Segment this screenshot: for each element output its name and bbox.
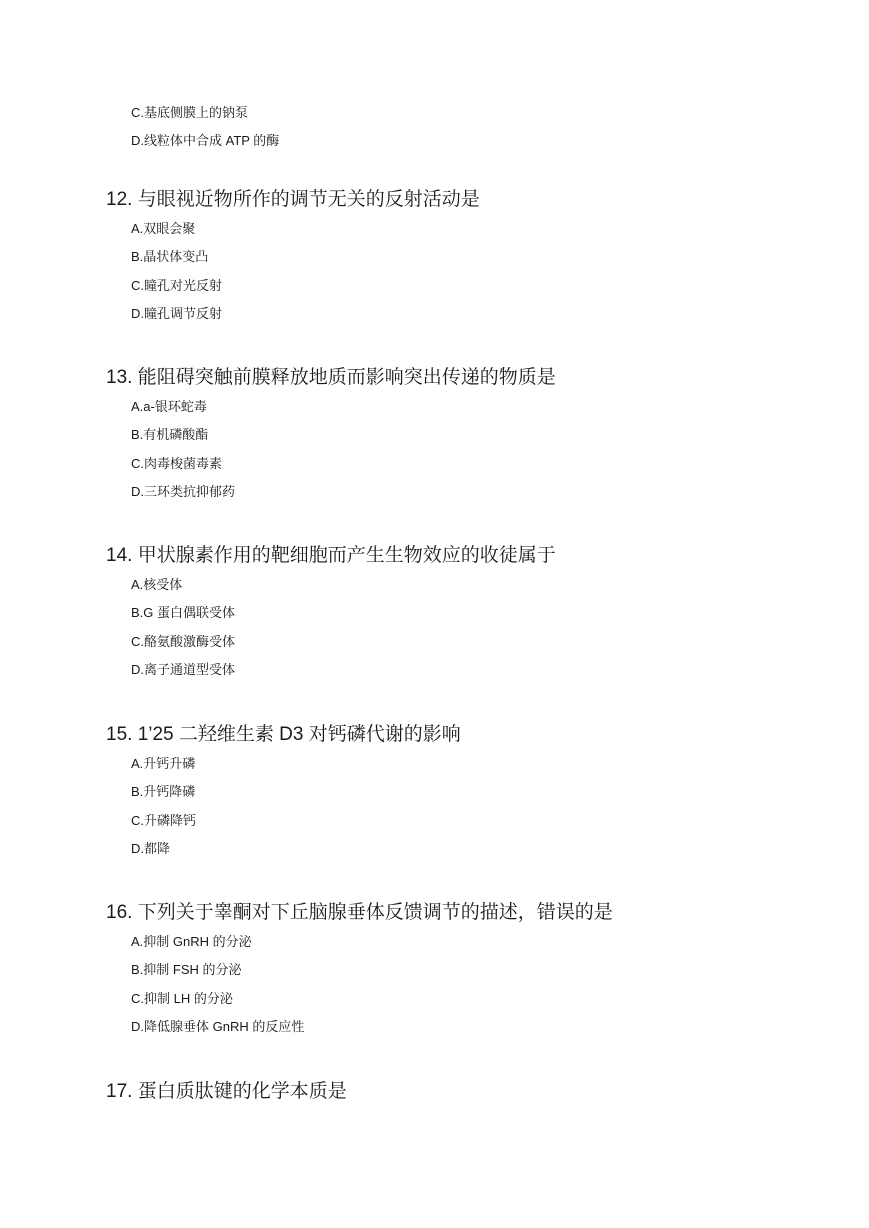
option-list [106,577,556,678]
option-list [106,221,480,322]
option-d: D.离子通道型受体 [131,662,236,678]
question-title: 14. 甲状腺素作用的靶细胞而产生生物效应的收徒属于 [106,545,556,566]
option-list [106,756,461,857]
question-title: 15. 1’25 二羟维生素 D3 对钙磷代谢的影响 [106,724,461,745]
option-b: B.G 蛋白偶联受体 [131,605,236,621]
option-c: C.抑制 LH 的分泌 [131,990,233,1006]
question-title: 16. 下列关于睾酮对下丘脑腺垂体反馈调节的描述，错误的是 [106,902,613,923]
option-a: A.双眼会聚 [131,221,196,236]
option-list [106,934,613,1035]
option-b: B.升钙降磷 [131,784,196,800]
option-list [106,399,556,500]
question-15 [106,723,461,857]
question-title: 17. 蛋白质肽键的化学本质是 [106,1081,347,1102]
question-17 [106,1080,347,1104]
question-12 [106,188,480,322]
question-13 [106,366,556,500]
option-c: C.酪氨酸激酶受体 [131,633,236,649]
option-c: C.升磷降钙 [131,812,197,828]
question-14 [106,544,556,678]
option-b: B.抑制 FSH 的分泌 [131,962,242,978]
option-a: A.抑制 GnRH 的分泌 [131,934,252,949]
option-d: D.瞳孔调节反射 [131,306,223,322]
option-c: C.基底侧膜上的钠泵 [131,105,249,120]
option-d: D.都降 [131,841,171,857]
option-a: A.a-银环蛇毒 [131,399,207,414]
option-b: B.晶状体变凸 [131,249,209,265]
option-b: B.有机磷酸酯 [131,427,209,443]
option-d: D.线粒体中合成 ATP 的酶 [131,133,280,149]
option-a: A.升钙升磷 [131,756,196,771]
question-title: 13. 能阻碍突触前膜释放地质而影响突出传递的物质是 [106,367,556,388]
question-16 [106,901,613,1035]
carryover-options [131,105,279,149]
question-title: 12. 与眼视近物所作的调节无关的反射活动是 [106,189,480,210]
option-d: D.三环类抗抑郁药 [131,484,236,500]
option-c: C.肉毒梭菌毒素 [131,455,223,471]
option-a: A.核受体 [131,577,183,592]
option-c: C.瞳孔对光反射 [131,277,223,293]
option-d: D.降低腺垂体 GnRH 的反应性 [131,1019,305,1035]
